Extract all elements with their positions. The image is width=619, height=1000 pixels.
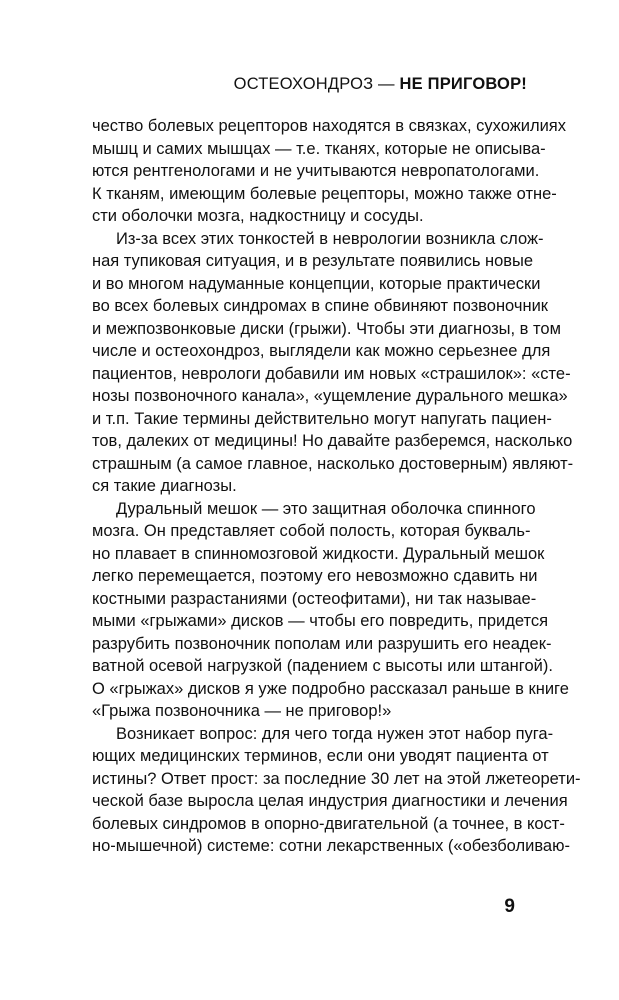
text-line: «Грыжа позвоночника — не приговор!»: [92, 702, 392, 720]
page-number: 9: [504, 896, 515, 917]
text-line: Дуральный мешок — это защитная оболочка спинного: [116, 499, 536, 518]
text-line: ческой базе выросла целая индустрия диагностики и лечения: [92, 792, 568, 810]
text-line: мыми «грыжами» дисков — чтобы его повредить, придется: [92, 612, 549, 630]
text-line: легко перемещается, поэтому его невозможно сдавить ни: [92, 567, 538, 585]
running-header: [234, 75, 527, 94]
text-line: ся такие диагнозы.: [92, 477, 237, 495]
text-line: ются рентгенологами и не учитываются невропатологами.: [92, 162, 540, 180]
running-header-title-bold: НЕ ПРИГОВОР!: [399, 75, 527, 93]
text-line: и межпозвонковые диски (грыжи). Чтобы эти диагнозы, в том: [92, 319, 561, 338]
text-line: сти оболочки мозга, надкостницу и сосуды.: [92, 207, 424, 225]
text-line: Возникает вопрос: для чего тогда нужен этот набор пуга-: [116, 724, 554, 743]
running-header-title: ОСТЕОХОНДРОЗ —: [233, 75, 400, 93]
text-line: Из-за всех этих тонкостей в неврологии возникла слож-: [116, 229, 544, 248]
text-line: страшным (а самое главное, насколько достоверным) являют-: [92, 454, 574, 473]
text-line: О «грыжах» дисков я уже подробно рассказал раньше в книге: [92, 679, 569, 698]
text-line: болевых синдромов в опорно-двигательной (а точнее, в кост-: [92, 814, 565, 833]
body-text: [92, 115, 581, 858]
text-line: тов, далеких от медицины! Но давайте разберемся, насколько: [92, 432, 573, 450]
text-line: но-мышечной) системе: сотни лекарственных («обезболиваю-: [92, 837, 570, 855]
text-line: чество болевых рецепторов находятся в связках, сухожилиях: [92, 117, 566, 135]
text-line: и т.п. Такие термины действительно могут напугать пациен-: [92, 409, 552, 428]
text-line: но плавает в спинномозговой жидкости. Дуральный мешок: [92, 544, 545, 563]
text-line: числе и остеохондроз, выглядели как можно серьезнее для: [92, 342, 551, 360]
text-line: мышц и самих мышцах — т.е. тканях, которые не описыва-: [92, 139, 546, 158]
text-line: ватной осевой нагрузкой (падением с высоты или штангой).: [92, 657, 553, 675]
text-line: истины? Ответ прост: за последние 30 лет на этой лжетеорети-: [92, 769, 581, 788]
text-line: ющих медицинских терминов, если они уводят пациента от: [92, 747, 549, 765]
text-line: разрубить позвоночник пополам или разрушить его неадек-: [92, 634, 552, 653]
text-line: и во многом надуманные концепции, которые практически: [92, 274, 541, 293]
text-line: во всех болевых синдромах в спине обвиняют позвоночник: [92, 297, 549, 315]
text-line: К тканям, имеющим болевые рецепторы, можно также отне-: [92, 184, 557, 203]
text-line: пациентов, неврологи добавили им новых «страшилок»: «сте-: [92, 364, 571, 383]
text-line: ная тупиковая ситуация, и в результате появились новые: [92, 252, 534, 270]
text-line: костными разрастаниями (остеофитами), ни так называе-: [92, 589, 537, 608]
text-line: мозга. Он представляет собой полость, которая букваль-: [92, 522, 531, 540]
text-line: нозы позвоночного канала», «ущемление дурального мешка»: [92, 387, 568, 405]
